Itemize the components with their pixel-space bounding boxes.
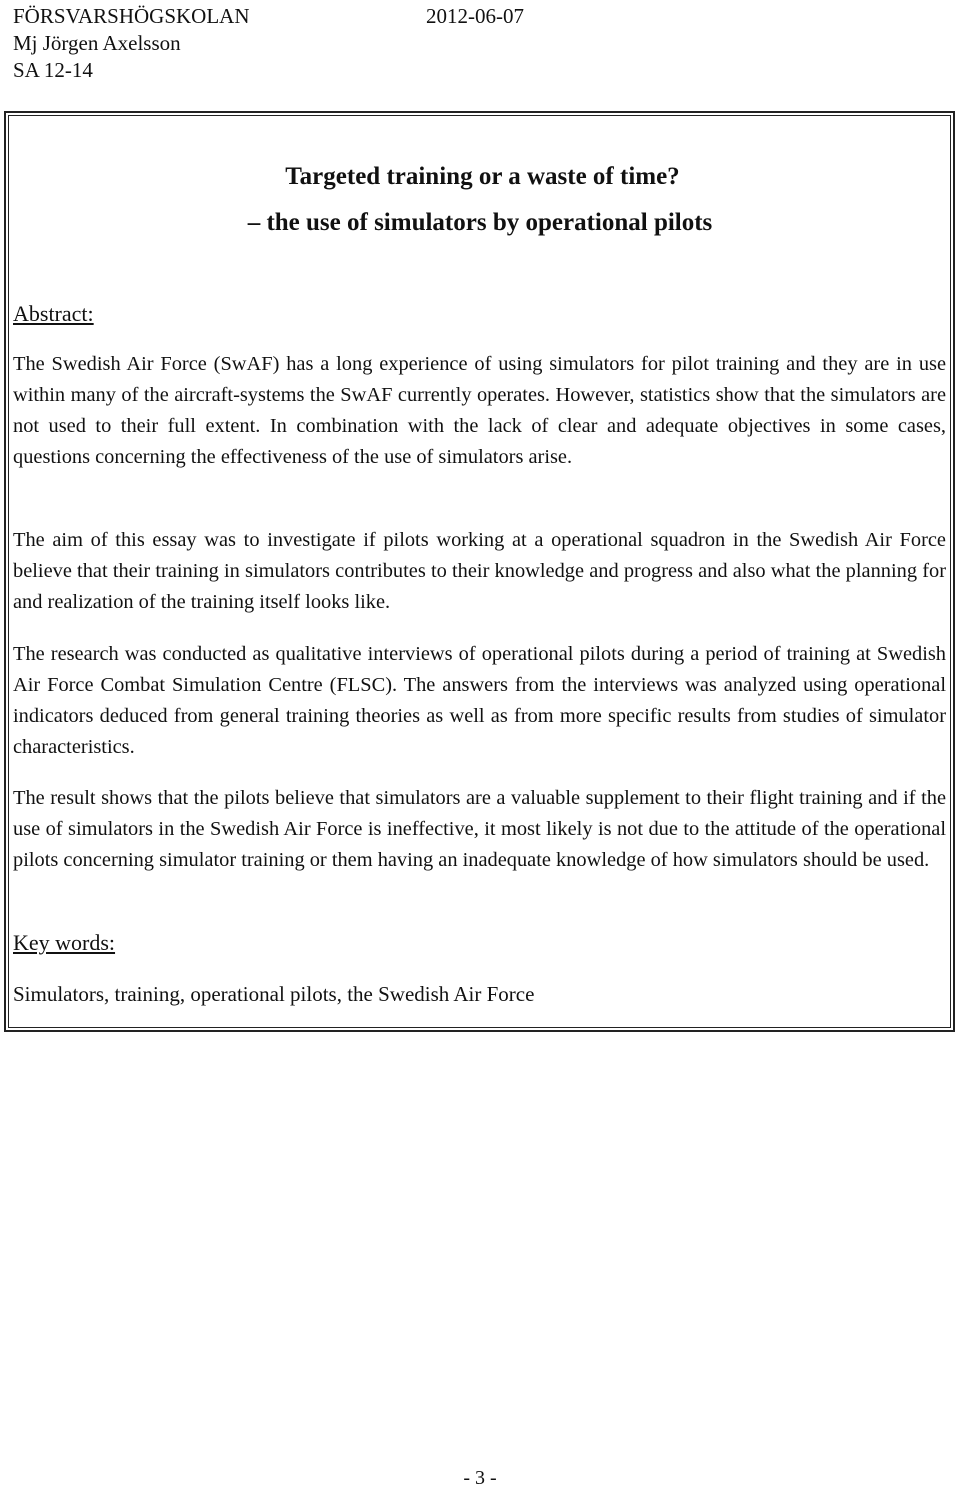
abstract-paragraph: The research was conducted as qualitative interviews of operational pilots during a period of training at Swedish Air Force Combat Simulation Centre (FLSC). The answers from the interviews was analyzed using operational indicators deduced from general training theories as well as from more specific results from studies of simulator characteristics. (13, 643, 946, 758)
page-number: - 3 - (463, 1467, 497, 1489)
abstract-paragraph: The Swedish Air Force (SwAF) has a long experience of using simulators for pilot training and they are in use within many of the aircraft-systems the SwAF currently operates. However, statistics show that the simulators are not used to their full extent. In combination with the lack of clear and adequate objectives in some cases, questions concerning the effectiveness of the use of simulators arise. (13, 353, 946, 468)
abstract-heading: Abstract: (13, 301, 94, 326)
keywords-text: Simulators, training, operational pilots, the Swedish Air Force (13, 982, 535, 1006)
header-course: SA 12-14 (13, 58, 93, 82)
document-subtitle: – the use of simulators by operational pilots (247, 209, 713, 236)
header-date: 2012-06-07 (426, 4, 524, 28)
header-school: FÖRSVARSHÖGSKOLAN (13, 4, 250, 28)
keywords-heading: Key words: (13, 930, 116, 955)
header-author: Mj Jörgen Axelsson (13, 31, 181, 55)
abstract-paragraph: The aim of this essay was to investigate if pilots working at a operational squadron in the Swedish Air Force believe that their training in simulators contributes to their knowledge and progress and also what the planning for and realization of the training itself looks like. (13, 529, 946, 613)
document-title: Targeted training or a waste of time? (285, 163, 680, 190)
abstract-paragraph: The result shows that the pilots believe that simulators are a valuable supplement to their flight training and if the use of simulators in the Swedish Air Force is ineffective, it most likely is not due to the attitude of the operational pilots concerning simulator training or them having an inadequate knowledge of how simulators should be used. (13, 787, 946, 871)
